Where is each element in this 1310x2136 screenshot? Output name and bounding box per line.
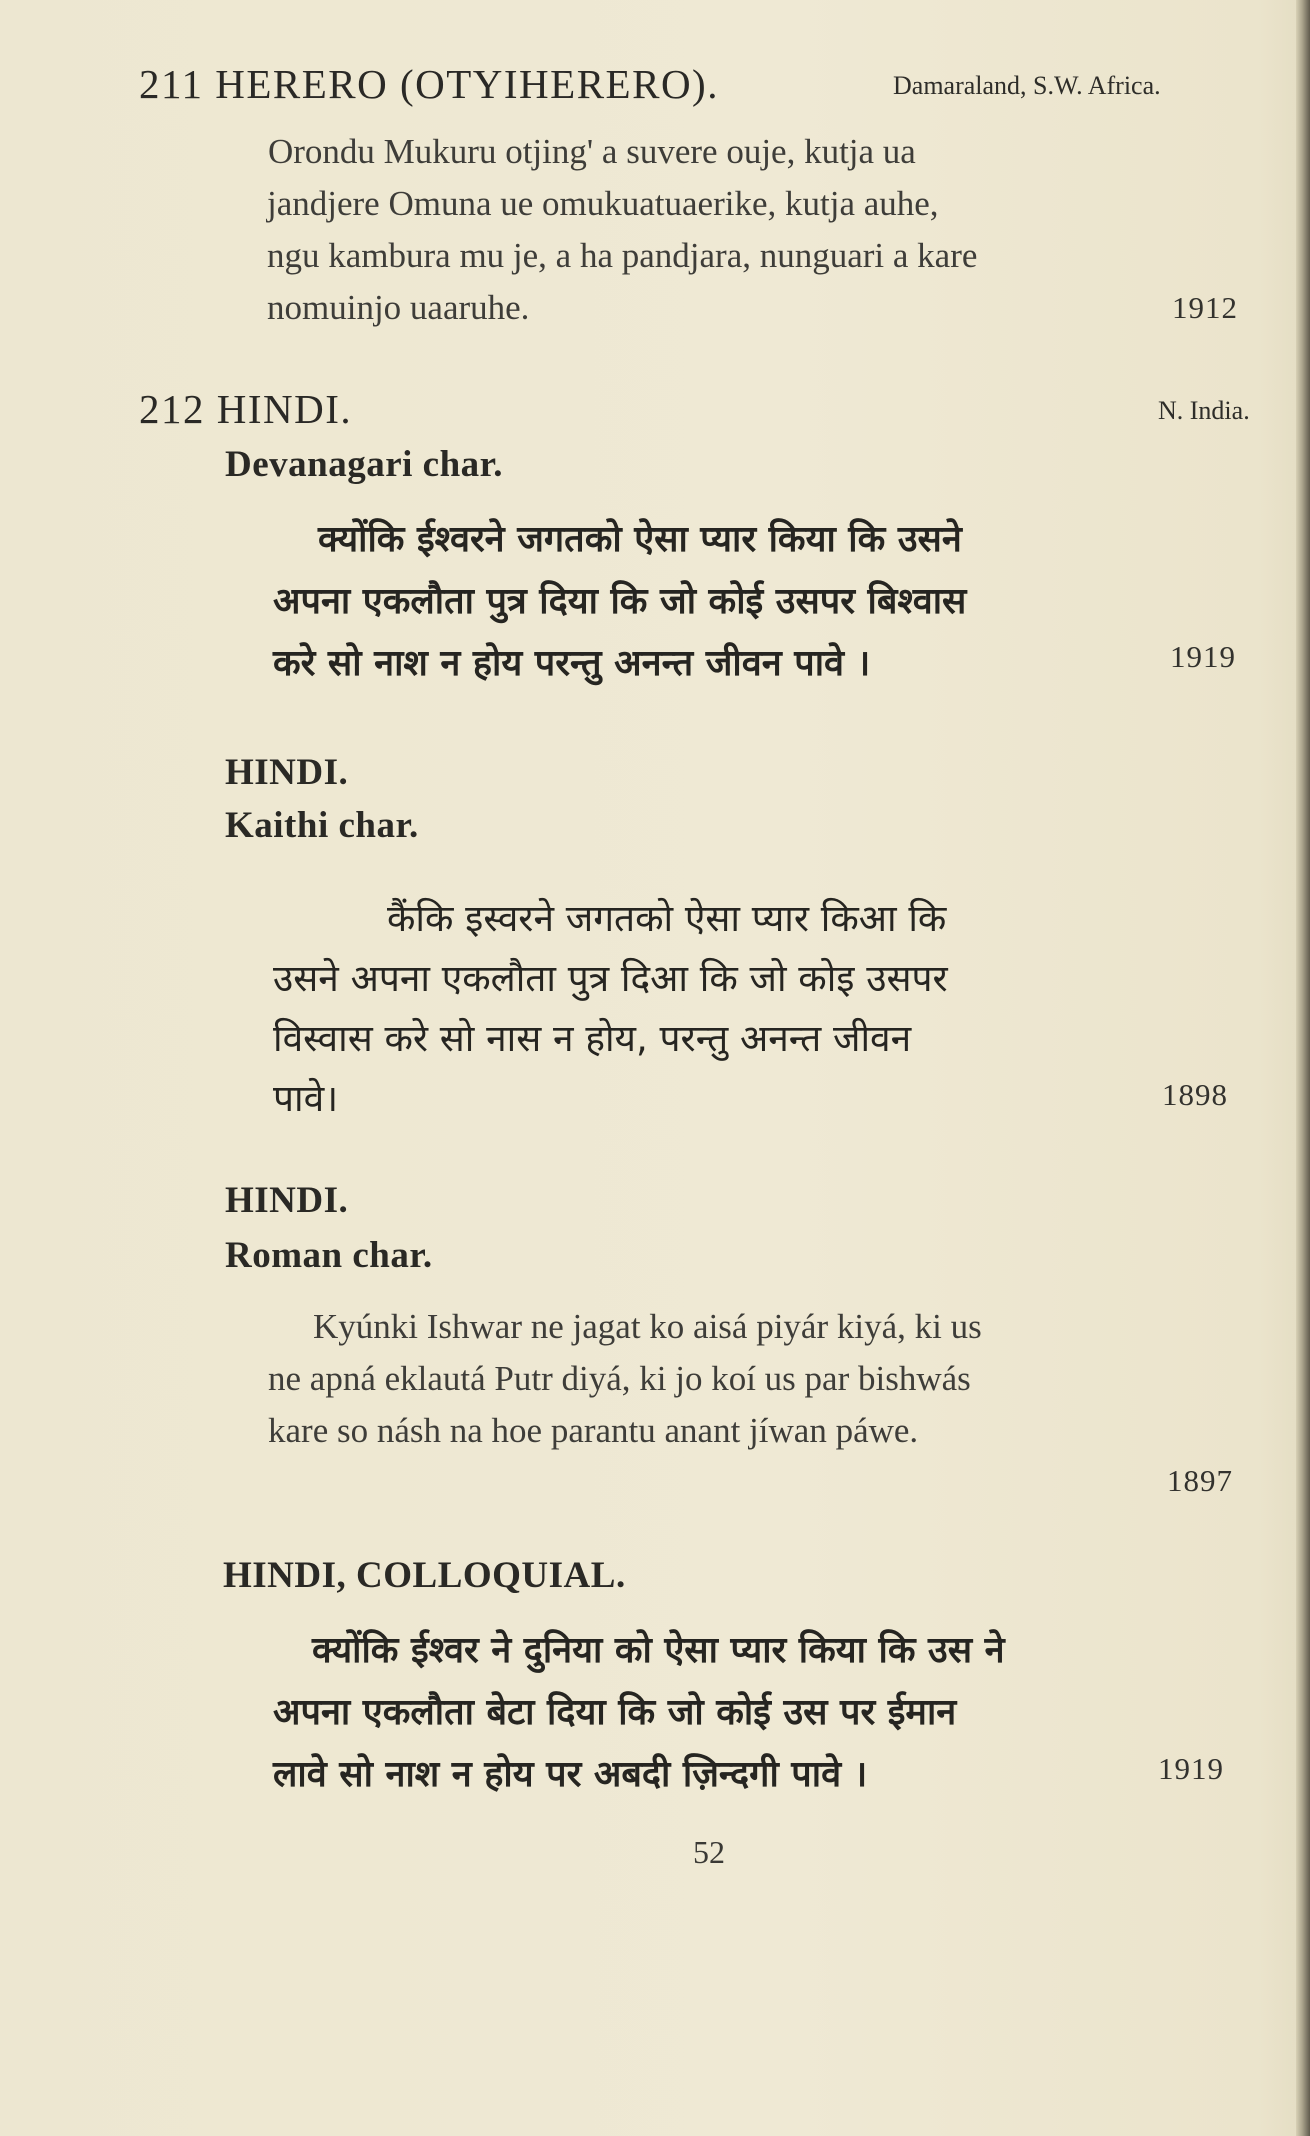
roman-text bbox=[268, 1301, 982, 1457]
colloquial-text bbox=[273, 1620, 1005, 1806]
kaithi-line-4: पावे। bbox=[273, 1077, 339, 1120]
year-devanagari: 1919 bbox=[1170, 639, 1236, 674]
kaithi-line-3: विस्वास करे सो नास न होय, परन्तु अनन्त जीवन bbox=[273, 1017, 912, 1060]
page-edge-shadow bbox=[1296, 0, 1310, 2136]
herero-line-1: Orondu Mukuru otjing' a suvere ouje, kutja ua bbox=[268, 132, 916, 171]
year-roman: 1897 bbox=[1167, 1463, 1233, 1498]
script-label-roman: Roman char. bbox=[225, 1235, 433, 1276]
colloquial-line-3: लावे सो नाश न होय पर अबदी ज़िन्दगी पावे । bbox=[273, 1754, 868, 1795]
kaithi-text bbox=[273, 889, 948, 1129]
script-label-devanagari: Devanagari char. bbox=[225, 444, 503, 485]
devanagari-line-1: क्योंकि ईश्वरने जगतको ऐसा प्यार किया कि उसने bbox=[318, 519, 962, 560]
section-heading-hindi-kaithi: HINDI. bbox=[225, 752, 349, 793]
roman-line-1: Kyúnki Ishwar ne jagat ko aisá piyár kiyá, ki us bbox=[313, 1307, 982, 1346]
section-heading-hindi-colloquial: HINDI, COLLOQUIAL. bbox=[223, 1555, 626, 1596]
roman-line-2: ne apná eklautá Putr diyá, ki jo koí us par bishwás bbox=[268, 1359, 971, 1398]
kaithi-line-1: कैंकि इस्वरने जगतको ऐसा प्यार किआ कि bbox=[387, 897, 947, 940]
year-colloquial: 1919 bbox=[1158, 1751, 1224, 1786]
colloquial-line-1: क्योंकि ईश्वर ने दुनिया को ऐसा प्यार किया कि उस ने bbox=[312, 1630, 1005, 1671]
section-heading-hindi-roman: HINDI. bbox=[225, 1180, 349, 1221]
kaithi-line-2: उसने अपना एकलौता पुत्र दिआ कि जो कोइ उसपर bbox=[273, 957, 948, 1000]
herero-line-2: jandjere Omuna ue omukuatuaerike, kutja auhe, bbox=[267, 184, 939, 223]
region-label-hindi: N. India. bbox=[1158, 396, 1250, 425]
herero-line-3: ngu kambura mu je, a ha pandjara, nunguari a kare bbox=[267, 236, 978, 275]
herero-text bbox=[268, 126, 977, 334]
herero-line-4: nomuinjo uaaruhe. bbox=[267, 288, 530, 327]
devanagari-text bbox=[273, 509, 966, 695]
devanagari-line-2: अपना एकलौता पुत्र दिया कि जो कोई उसपर बिश्वास bbox=[273, 581, 967, 622]
section-heading-herero: 211 HERERO (OTYIHERERO). bbox=[139, 61, 719, 107]
page-number: 52 bbox=[693, 1834, 725, 1870]
script-label-kaithi: Kaithi char. bbox=[225, 805, 419, 846]
region-label-herero: Damaraland, S.W. Africa. bbox=[893, 71, 1161, 100]
roman-line-3: kare so násh na hoe parantu anant jíwan páwe. bbox=[268, 1411, 919, 1450]
colloquial-line-2: अपना एकलौता बेटा दिया कि जो कोई उस पर ईमान bbox=[273, 1692, 957, 1733]
devanagari-line-3: करे सो नाश न होय परन्तु अनन्त जीवन पावे । bbox=[273, 643, 871, 684]
section-heading-hindi: 212 HINDI. bbox=[139, 386, 353, 432]
year-kaithi: 1898 bbox=[1162, 1077, 1228, 1112]
year-herero: 1912 bbox=[1172, 290, 1238, 325]
